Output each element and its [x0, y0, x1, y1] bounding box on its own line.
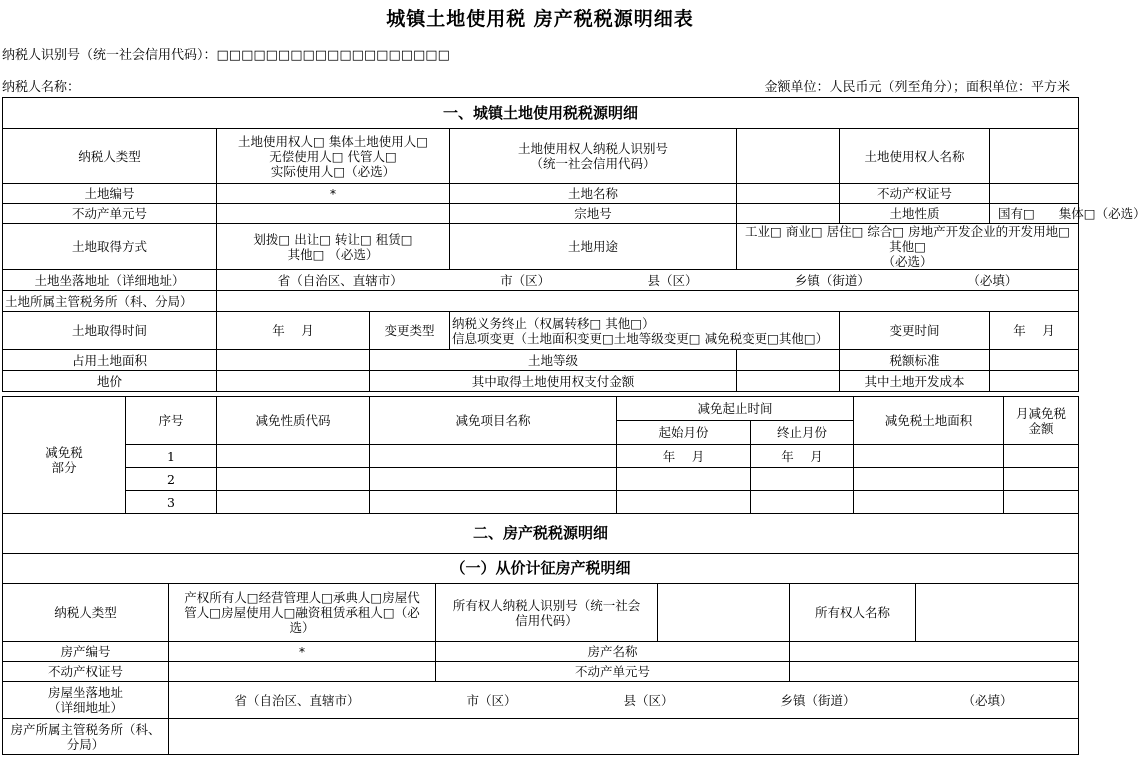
property-tax-office-label-line-1: 房产所属主管税务所（科、 [10, 721, 161, 737]
land-name-field[interactable] [737, 184, 840, 204]
property-unit-label: 不动产单元号 [436, 662, 790, 682]
owner-name-field[interactable] [916, 584, 1079, 642]
table-row [3, 445, 1079, 468]
owner-name-label: 所有权人名称 [790, 584, 916, 642]
relief-row-area-field[interactable] [854, 445, 1004, 468]
occupied-area-field[interactable] [217, 350, 370, 371]
relief-section-label-line-2: 部分 [51, 460, 77, 475]
property-name-label: 房产名称 [436, 642, 790, 662]
relief-row-monthly-field[interactable] [1004, 491, 1079, 514]
land-taxpayer-type-options[interactable] [217, 129, 450, 184]
owner-id-label-line-1: 所有权人纳税人识别号（统一社会 [452, 597, 641, 613]
property-tax-office-field[interactable] [169, 719, 1079, 755]
land-number-label: 土地编号 [3, 184, 217, 204]
relief-row-monthly-field[interactable] [1004, 445, 1079, 468]
property-cert-label: 不动产权证号 [3, 662, 169, 682]
relief-section-label [3, 397, 126, 514]
taxpayer-id-label: 纳税人识别号（统一社会信用代码）：□□□□□□□□□□□□□□□□□□□ [2, 48, 450, 63]
table-row [3, 468, 1079, 491]
land-location-field[interactable] [217, 270, 1079, 291]
parcel-number-label: 宗地号 [450, 204, 737, 224]
relief-row-start-field[interactable] [617, 491, 751, 514]
property-taxpayer-type-line-1: 产权所有人□经营管理人□承典人□房屋代 [184, 590, 420, 605]
property-location-label-line-2: （详细地址） [47, 700, 123, 715]
land-fee-label: 其中取得土地使用权支付金额 [370, 371, 737, 392]
acquisition-options-line-1: 划拨□ 出让□ 转让□ 租赁□ [253, 231, 413, 247]
land-use-label: 土地用途 [450, 224, 737, 270]
relief-row-area-field[interactable] [854, 468, 1004, 491]
land-tax-table [2, 97, 1146, 392]
relief-row-start-field[interactable]: 年 月 [617, 445, 751, 468]
property-subsection-title: （一）从价计征房产税明细 [3, 554, 1079, 584]
property-addr-county: 县（区） [623, 692, 674, 708]
property-name-field[interactable] [790, 642, 1079, 662]
relief-monthly-header [1004, 397, 1079, 445]
land-property-unit-label: 不动产单元号 [3, 204, 217, 224]
property-tax-table [2, 513, 1079, 755]
relief-row-item-field[interactable] [370, 491, 617, 514]
relief-area-header: 减免税土地面积 [854, 397, 1004, 445]
land-use-options-line-1: 工业□ 商业□ 居住□ 综合□ 房地产开发企业的开发用地□ 其他□ [745, 224, 1070, 254]
relief-row-code-field[interactable] [217, 491, 370, 514]
relief-end-header: 终止月份 [751, 421, 854, 445]
property-number-field[interactable]: * [169, 642, 436, 662]
land-tax-office-label: 土地所属主管税务所（科、分局） [3, 291, 217, 312]
land-section-title: 一、城镇土地使用税税源明细 [3, 98, 1079, 129]
land-taxpayer-type-line-3: 实际使用人□（必选） [270, 163, 396, 179]
relief-row-code-field[interactable] [217, 445, 370, 468]
land-grade-field[interactable] [737, 350, 840, 371]
property-tax-office-label [3, 719, 169, 755]
land-taxpayer-type-line-2: 无偿使用人□ 代管人□ [269, 148, 397, 164]
relief-row-item-field[interactable] [370, 468, 617, 491]
units-note: 金额单位：人民币元（列至角分）；面积单位：平方米 [764, 80, 1070, 95]
change-options-line-2: 信息项变更（土地面积变更□土地等级变更□ 减免税变更□其他□） [452, 330, 829, 346]
relief-monthly-header-line-2: 金额 [1028, 420, 1054, 436]
land-taxpayer-type-label: 纳税人类型 [3, 129, 217, 184]
land-use-options-line-2: （必选） [882, 254, 933, 269]
land-name-label: 土地名称 [450, 184, 737, 204]
land-tax-office-field[interactable] [217, 291, 1079, 312]
relief-row-item-field[interactable] [370, 445, 617, 468]
land-user-id-label-line-2: （统一社会信用代码） [530, 156, 656, 171]
property-section-title: 二、房产税税源明细 [3, 514, 1079, 554]
acquisition-time-field[interactable]: 年 月 [217, 312, 370, 350]
acquisition-options-line-2: 其他□ （必选） [287, 246, 379, 262]
acquisition-method-options[interactable] [217, 224, 450, 270]
relief-row-seq: 2 [126, 468, 217, 491]
property-addr-town: 乡镇（街道） [780, 692, 856, 708]
relief-row-seq: 1 [126, 445, 217, 468]
owner-id-label-line-2: 信用代码） [515, 612, 578, 628]
tax-rate-field[interactable] [990, 350, 1079, 371]
land-user-id-label-line-1: 土地使用权人纳税人识别号 [517, 141, 668, 156]
land-taxpayer-type-line-1: 土地使用权人□ 集体土地使用人□ [237, 133, 429, 149]
land-addr-county: 县（区） [647, 272, 698, 288]
relief-section-label-line-1: 减免税 [45, 445, 83, 460]
property-location-label [3, 682, 169, 719]
property-location-field[interactable] [169, 682, 1079, 719]
taxpayer-name-label: 纳税人名称： [2, 80, 81, 95]
acquisition-time-label: 土地取得时间 [3, 312, 217, 350]
occupied-area-label: 占用土地面积 [3, 350, 217, 371]
land-nature-label: 土地性质 [840, 204, 990, 224]
relief-row-seq: 3 [126, 491, 217, 514]
relief-table [2, 396, 1079, 514]
relief-row-monthly-field[interactable] [1004, 468, 1079, 491]
relief-row-end-field[interactable] [751, 468, 854, 491]
relief-code-header: 减免性质代码 [217, 397, 370, 445]
land-addr-required: （必填） [967, 272, 1018, 288]
land-grade-label: 土地等级 [370, 350, 737, 371]
land-price-label: 地价 [3, 371, 217, 392]
land-nature-state-option[interactable]: 国有□ [998, 206, 1035, 221]
land-property-cert-label: 不动产权证号 [840, 184, 990, 204]
acquisition-method-label: 土地取得方式 [3, 224, 217, 270]
property-location-label-line-1: 房屋坐落地址 [47, 685, 123, 700]
land-user-id-label [450, 129, 737, 184]
land-user-name-field[interactable] [990, 129, 1079, 184]
change-type-label: 变更类型 [370, 312, 450, 350]
relief-monthly-header-line-1: 月减免税 [1016, 405, 1067, 421]
land-user-id-field[interactable] [737, 129, 840, 184]
relief-period-header: 减免起止时间 [617, 397, 854, 421]
property-cert-field[interactable] [169, 662, 436, 682]
land-price-field[interactable] [217, 371, 370, 392]
land-location-label: 土地坐落地址（详细地址） [3, 270, 217, 291]
land-property-cert-field[interactable] [990, 184, 1079, 204]
relief-row-end-field[interactable]: 年 月 [751, 445, 854, 468]
property-addr-city: 市（区） [466, 692, 517, 708]
change-type-options[interactable] [450, 312, 840, 350]
land-dev-cost-label: 其中土地开发成本 [840, 371, 990, 392]
relief-row-code-field[interactable] [217, 468, 370, 491]
change-options-line-1: 纳税义务终止（权属转移□ 其他□） [452, 315, 655, 331]
property-addr-province: 省（自治区、直辖市） [234, 692, 360, 708]
relief-row-start-field[interactable] [617, 468, 751, 491]
property-taxpayer-type-line-2: 管人□房屋使用人□融资租赁承租人□（必 [184, 605, 420, 620]
property-taxpayer-type-options[interactable] [169, 584, 436, 642]
land-user-name-label: 土地使用权人名称 [840, 129, 990, 184]
land-dev-cost-field[interactable] [990, 371, 1079, 392]
owner-id-label [436, 584, 658, 642]
land-nature-collective-option[interactable]: 集体□（必选） [1058, 206, 1146, 221]
relief-item-header: 减免项目名称 [370, 397, 617, 445]
relief-seq-header: 序号 [126, 397, 217, 445]
land-property-unit-field[interactable] [217, 204, 450, 224]
parcel-number-field[interactable] [737, 204, 840, 224]
change-time-field[interactable]: 年 月 [990, 312, 1079, 350]
relief-row-area-field[interactable] [854, 491, 1004, 514]
relief-start-header: 起始月份 [617, 421, 751, 445]
property-taxpayer-type-line-3: 选） [289, 620, 315, 635]
form-title: 城镇土地使用税 房产税税源明细表 [386, 8, 694, 30]
tax-rate-label: 税额标准 [840, 350, 990, 371]
land-nature-field[interactable] [990, 204, 1146, 224]
property-addr-required: （必填） [962, 692, 1013, 708]
property-taxpayer-type-label: 纳税人类型 [3, 584, 169, 642]
owner-id-field[interactable] [658, 584, 790, 642]
table-row [3, 491, 1079, 514]
property-tax-office-label-line-2: 分局） [66, 736, 105, 752]
relief-row-end-field[interactable] [751, 491, 854, 514]
land-addr-town: 乡镇（街道） [794, 272, 870, 288]
land-use-options[interactable] [737, 224, 1079, 270]
property-unit-field[interactable] [790, 662, 1079, 682]
change-time-label: 变更时间 [840, 312, 990, 350]
land-addr-province: 省（自治区、直辖市） [277, 272, 403, 288]
land-addr-city: 市（区） [500, 272, 551, 288]
land-fee-field[interactable] [737, 371, 840, 392]
land-number-field[interactable]: * [217, 184, 450, 204]
property-number-label: 房产编号 [3, 642, 169, 662]
